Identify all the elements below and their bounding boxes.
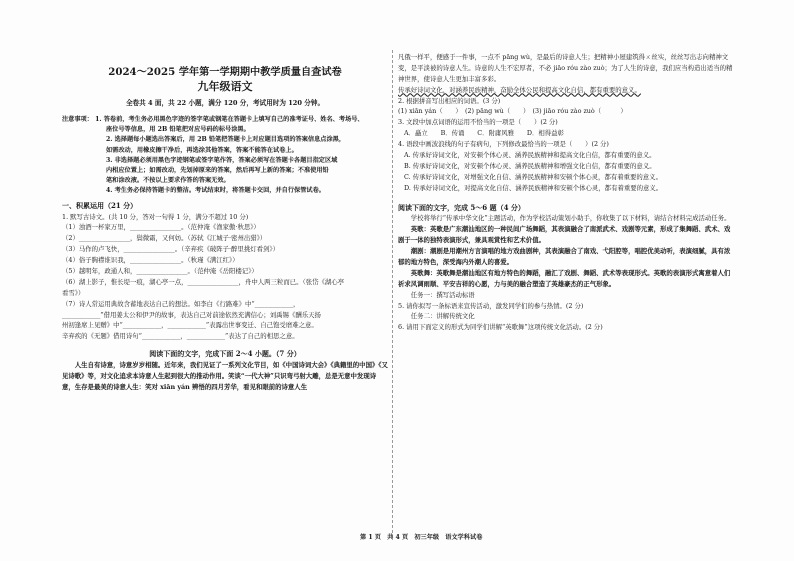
fill-line: （6）湖上影子，惟长堤一痕，湖心亭一点，________________，舟中人两三粒而已。（张岱《湖心亭 [62,277,345,286]
left-column [62,52,388,393]
column-divider [392,50,393,538]
option-d: D. 传承好诗词文化，对提高文化自信、涵养民族精神和安顿个体心灵，都有着重要的意义。 [404,183,663,192]
exam-meta: 全卷共 4 面，共 22 小题，满分 120 分，考试用时为 120 分钟。 [125,98,325,107]
exam-notes [62,115,388,197]
fill-line: （1）浊酒一杯家万里，________________。（范仲淹《渔家傲·秋思》） [62,223,260,232]
option-a: A. 传承好诗词文化，对安顿个体心灵、涵养民族精神和提高文化自信，都有重要的意义。 [404,151,656,160]
reading2-heading: 阅读下面的文字，完成 5～6 题（4 分） [398,202,525,212]
material-chaoju: 潮剧：潮剧是用潮州方言演唱的地方戏曲剧种，其表演融合了南戏、弋阳腔等，唱腔优美动听，表演细腻，具有浓郁的地方特色，深受海内外潮人的喜爱。 [398,247,731,267]
fill-line: 辛弃疾的《无题》借用诗句“____________，____________”表达了自己的相思之意。 [62,332,299,341]
fill-line: 州初逢席上见赠》中“____________，____________”表露出世事变迁、自己饱受磨难之意。 [62,321,318,330]
exam-subject: 九年级语文 [197,79,253,93]
note-line: 如需改动，用橡皮擦干净后，再选涂其他答案，答案不能答在试卷上。 [106,146,298,154]
question-3-options: A．矗立 B．传诵 C．附庸风雅 D．相得益彰 [404,129,564,138]
task-2: 任务二：讲解传统文化 [410,312,475,321]
exam-title: 2024～2025 学年第一学期期中教学质量自查试卷 [108,66,342,78]
note-line: 3. 非选择题必须用黑色字迹钢笔或签字笔作答，答案必须写在答题卡各题目指定区域 [106,156,338,164]
fill-line: （7）诗人常运用典故含蓄地表达自己的想法。如李白《行路难》中“____________， [62,299,300,308]
fill-line: （2）________________，鬓微霜，又何妨。（苏轼《江城子·密州出猎》） [62,234,267,243]
note-line: 笔和涂改液。不按以上要求作答的答案无效。 [106,177,230,185]
question-2: 2. 根据拼音写出相应的词语。(3 分) [398,96,501,105]
option-c: C. 传承好诗词文化，对增强文化自信、涵养民族精神和安顿个体心灵，都有着重要的意义。 [404,172,662,181]
option-b: B. 传承好诗词文化，对安顿个体心灵、涵养民族精神和增强文化自信，都有重要的意义。 [404,161,656,170]
section1-heading: 一、积累运用（21 分） [62,200,138,210]
fill-line: （5）越明年，政通人和，________________。（范仲淹《岳阳楼记》） [62,267,258,276]
page-footer: 第 1 页 共 4 页 初三年级 语文学科试卷 [360,534,483,541]
right-column [398,52,734,333]
question-4: 4. 语段中画波浪线的句子有病句，下列修改最恰当的一项是（ ）(2 分) [398,140,609,149]
question-3: 3. 文段中加点词语的运用不恰当的一项是（ ）(2 分) [398,118,558,127]
material-yingge: 英歌：英歌是广东潮汕地区的一种民间广场舞蹈，其表演融合了南派武术、戏剧等元素，形成了集舞蹈、武术、戏剧于一体的独特表演形式，兼具观赏性和艺术价值。 [398,225,731,245]
fill-line: ____________”借用姜太公和伊尹的故事，表达自己对前途依然充满信心；刘禹锡《酬乐天扬 [62,310,321,319]
fill-line: （3）马作的卢飞快，________________。（辛弃疾《破阵子·醉里挑灯看剑》） [62,245,279,254]
question-6: 6. 请用下面定义的形式为同学们讲解“英歌舞”这项传统文化活动。(2 分) [398,323,603,332]
note-line: 座位号等信息，用 2B 铅笔把对应号码的标号涂黑。 [106,126,250,134]
reading1-continued: 凡俄一样平，便感于一件事，一点不 pāng wù，是最后的诗意人生；把精神小屋建筑得ㄨ丝实，丝丝写出志向精神文变，是平淡被的诗意人生。诗意的人生不宏厚者，不必 jiāo róu zào zuò；为了人生的诗意，我们应当构造出适当的精神世界，使诗意人生更加丰富多彩。 [398,53,733,83]
note-line: 4. 考生务必保持答题卡的整洁。考试结束时，将答题卡交回，并自行保管试卷。 [106,187,325,195]
fill-line: 看雪》） [62,288,85,297]
note-line: 2. 选择题每小题选出答案后，用 2B 铅笔把答题卡上对应题目选项的答案信息点涂黑， [106,136,346,144]
reading2-intro: 学校将举行“传承中华文化”主题活动，作为学校活动策划小助手，你收集了以下材料，请结合材料完成活动任务。 [410,214,731,223]
fill-line: （4）俗子胸襟谁识我，________________。（秋瑾《满江红》） [62,256,239,265]
question-1: 1. 默写古诗文。(共 10 分，答对一句得 1 分，满分不超过 10 分) [62,212,249,221]
note-line: 内相应位置上；如需改动，先划掉原来的答案，然后再写上新的答案；不准使用铅 [106,166,329,174]
reading1-text: 人生自有诗意，诗意岁岁相随。近年来，我们见证了一系列文化节目，如《中国诗词大会》《典籍里的中国》《又见诗歌》等，对文化追求本诗意人生起到很大的推动作用。笑谈“一代大神”只识弯弓射大雕，总是无意中发现诗意，生存是最美的诗意人生：笑对 xiān yán 辨悟的四月芳华，看见和眼前的诗意人生 [62,361,388,391]
task-1: 任务一：撰写活动标语 [410,290,475,299]
wave-sentence: 传承好诗词文化，对涵养民族精神，奋励全体公民和提高文化自信，都有重要的意义。 [398,85,641,94]
material-yingge-dance: 英歌舞：英歌舞是潮汕地区有地方特色的舞蹈，融汇了戏剧、舞蹈、武术等表现形式。英歌的表演形式寓意着人们祈求风调雨顺、平安吉祥的心愿，力与美的融合塑造了英雄豪杰的正气形象。 [398,268,731,288]
reading1-heading: 阅读下面的文字，完成下面 2～4 小题。（7 分） [149,349,301,359]
note-line: 1. 答卷前，考生务必用黑色字迹的签字笔或钢笔在答题卡上填写自己的准考证号、姓名、考场号、 [95,115,364,123]
question-2-items: (1) xiān yán（ ） (2) pāng wù（ ） (3) jiāo róu zào zuò（ ） [398,107,627,116]
notes-title: 注意事项： [62,115,93,123]
question-5: 5. 请你拟写一条标语来宣传活动，激发同学们的参与热情。(2 分) [398,301,584,310]
